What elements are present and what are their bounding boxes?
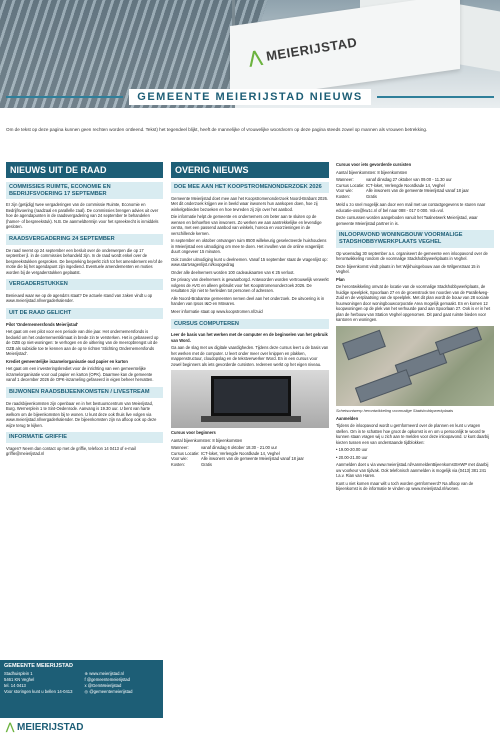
roof-shape — [435, 326, 482, 355]
course2-value: vanaf dinsdag 27 oktober van 09.00 - 11.30 uur — [366, 177, 452, 183]
course2-key: Cursus Locatie: — [336, 182, 365, 188]
text-koopstromen-2: Die informatie helpt de gemeente en ondernemers om beter aan te sluiten op de wensen en behoeften van inwoners. Zo werken we aan aantrekkelijke en levendige centra, met een passend aanbod van winkels, horeca en voorzieningen in de verschillende kernen. — [171, 214, 322, 236]
page-title: GEMEENTE MEIERIJSTAD NIEUWS — [129, 89, 370, 105]
course2-key: Voor wie: — [336, 188, 353, 194]
sub-krediet: Krediet gemeentelijke inzamelorganisatie oud papier en karton — [6, 358, 128, 364]
roof-shape — [342, 329, 386, 360]
footer-address — [4, 671, 79, 695]
course1-row — [171, 462, 329, 468]
text-koopstromen-7: Alle Noord-Brabantse gemeenten nemen deel aan het onderzoek. De uitvoering is in handen van Ipsos I&O en Mövares. — [171, 295, 325, 307]
text-aanmelden-1: Tijdens de inloopavond wordt u geïnformeerd over de plannen en kunt u vragen stellen. Om in te schatten hoe groot de opkomst is en om u persoonlijk te woord te kunnen staan vragen wij u zich aan te melden voor deze inloopavond. U kunt daarbij kiezen tussen een van onderstaande tijdblokken: — [336, 423, 489, 445]
subhead-raadsvergadering: RAADSVERGADERING 24 SEPTEMBER — [6, 234, 163, 245]
subhead-bijwonen: BIJWONEN RAADSBIJEENKOMSTEN / LIVESTREAM — [6, 387, 163, 398]
text-bijwonen: De raadsbijeenkomsten zijn openbaar en in het bestuurscentrum van Meierijstad, Burg. Wernerplein 1 te Sint-Oedenrode. Aanvang is 19.30 uur. U bent van harte welkom om de bijeenkomsten bij te wonen. U kunt deze ook thuis live volgen via www.meierijstad.nl/vergaderkalender. De bijeenkomsten zijn na afloop ook op deze wijze terug te kijken. — [6, 400, 157, 428]
intro-disclaimer: Om de tekst op deze pagina kunnen geen rechten worden ontleend. Tekst) het tegendeel blijkt, heeft de mannelijke of vrouwelijke woordvorm op deze pagina steeds zowel op mannen als vrouwen betrekking. — [6, 127, 428, 132]
facebook-link[interactable]: @gemeentemeierijstad — [86, 676, 130, 682]
subhead-koopstromen: DOE MEE AAN HET KOOPSTROMENONDERZOEK 2026 — [171, 182, 329, 193]
instagram-link[interactable]: @gemeentemeierijstad — [89, 688, 133, 694]
course2-key: Wanneer: — [336, 177, 354, 183]
course1-value: Alle inwoners van de gemeente Meierijstad vanaf 18 jaar — [201, 456, 304, 462]
text-aanmelden-cursus: Meld u zo snel mogelijk aan door een mail met uw contactgegevens te sturen naar educatie-oss@kw1c.nl of bel naar 088 - 017 0 000. Vol=vol. — [336, 202, 486, 213]
footer-address-line: Voor storingen kunt u bellen 14-0413 — [4, 688, 73, 694]
text-koopstromen-1: Gemeente Meierijstad doet mee aan het Koopstromenonderzoek Noord-Brabant 2026. Met dit onderzoek krijgen we in beeld waar inwoners hun aankopen doen, hoe zij winkelgebieden bezoeken en hoe tevreden zij zijn over het aanbod. — [171, 195, 329, 212]
footer-address-line: 5461 KN Veghel — [4, 676, 35, 682]
course2-count: Aantal bijeenkomsten: 8 bijeenkomsten — [336, 169, 408, 175]
course1-title: Cursus voor beginners — [171, 430, 216, 436]
title-rule-left — [6, 96, 123, 98]
course1-key: Kosten: — [171, 461, 185, 467]
website-link[interactable]: www.meierijstad.nl — [89, 671, 124, 676]
text-raadsvergadering: De raad neemt op 24 september een besluit over de onderwerpen die op 17 september jl. in de commissies behandeld zijn. In de raad wordt enkel over de bespreekstukken gesproken. De bespreking beperkt zich tot het amendement en/of de motie die bij het agendapunt zijn ingediend. Eventuele amendementen en moties worden bij de vergaderstukken geplaatst. — [6, 247, 163, 275]
logo-mark-icon: ⋀ — [247, 48, 264, 68]
course2-title: Cursus voor iets gevorderde cursisten — [336, 162, 412, 167]
course1-key: Voor wie: — [171, 456, 188, 462]
footer-address-line: Stadhuisplein 1 — [4, 671, 33, 676]
text-inloopavond-2: Deze bijeenkomst vindt plaats in het Wijkhuisgebouw aan de Wilgenstraat 15 in Veghel. — [336, 263, 480, 275]
footer-columns — [4, 671, 159, 695]
text-pilot: Het gaat om een pilot voor een periode van drie jaar. Het ondernemersfonds is bedoeld om het ondernemersklimaat in brede zin te versterken. Het is gebaseerd op de OZB op niet-woningen: te verhogen en de uitkering van de meeropbrengst uit de OZB als subsidie toe te kennen aan de op te richten 'Stichting Ondernemersfonds Meierijstad'. — [6, 329, 159, 357]
footer-link[interactable]: ◎ @gemeentemeierijstad — [84, 688, 133, 694]
footer-social — [85, 671, 160, 695]
x-link[interactable]: @GemMeierijstad — [87, 682, 122, 688]
laptop-screen — [211, 376, 291, 416]
course2-value: ICT-loket, Verlengde Noordkade 14, Veghel — [366, 182, 445, 188]
course1-key: Wanneer: — [171, 445, 189, 451]
laptop-base — [201, 416, 301, 422]
text-krediet: Het gaat om een investeringskrediet voor de inrichting van een gemeentelijke inzamelorganisatie voor oud papier en karton (OPK). Daarmee kan de gemeente vanaf 1 december 2026 de OPK-inzameling gefaseerd in eigen beheer hervatten. — [6, 366, 154, 383]
text-koopstromen-3: In september en oktober ontvangen ruim 8500 willekeurig geselecteerde huishoudens in Meierijstad een uitnodiging om mee te doen. Het invullen van de online vragenlijst duurt ongeveer 15 minuten. — [171, 238, 327, 255]
subhead-vergaderstukken: VERGADERSTUKKEN — [6, 279, 163, 290]
meierijstad-logo — [6, 722, 83, 733]
footer-address-line: tel. 14 0413 — [4, 682, 26, 688]
course1-value: ICT-loket, Verlengde Noordkade 14, Veghel — [201, 450, 280, 456]
course2-value: Alle inwoners van de gemeente Meierijstad vanaf 18 jaar — [366, 188, 469, 194]
course1-key: Cursus Locatie: — [171, 450, 200, 456]
title-rule-right — [377, 96, 494, 98]
text-vergaderstukken: Benieuwd waar we op de agenda's staat? De actuele stand van zaken vindt u op www.meierijstad.nl/vergaderkalender. — [6, 292, 153, 304]
footer-link[interactable]: ⊕ www.meierijstad.nl — [84, 671, 124, 676]
section-header-overig: OVERIG NIEUWS — [171, 162, 329, 178]
aanmelden-heading: Aanmelden — [336, 415, 359, 421]
text-aanmelden-3: Kunt u niet komen maar wilt u toch worden geïnformeerd? Na afloop van de bijeenkomst is de informatie te vinden op www.meierijstad.nl/wonen. — [336, 480, 474, 492]
text-koopstromen-5: Onder alle deelnemers worden 100 cadeaukaarten van € 25 verloot. — [171, 269, 295, 275]
text-plan: De herontwikkeling omvat de locatie van de voormalige Stadshobbywerkplaats, de huidige speelplek, Spoorlaan 27 en de groenstrook ten noorden van de Parallelweg-Zuid en de verplaatsing van de speelplek. Met dit plan wordt de bouw van 28 sociale huurwoningen door woningbouwcorporatie Area mogelijk gemaakt. En en komen 12 koopwoningen op de plek van het verhuurde pand aan Spoorlaan 27. Ook is er in het plan de herbouw van Station Veghel opgenomen. Dit pand gaat ruimte bieden voor kantoren en woningen. — [336, 284, 491, 323]
footer-link[interactable]: f @gemeentemeierijstad — [84, 676, 130, 682]
course2-key: Kosten: — [336, 193, 350, 199]
text-taalnetwerk: Deze cursussen worden aangeboden vanuit het Taalnetwerk Meierijstad, waar gemeente Meierijstad partner in is. — [336, 215, 478, 226]
lead-computeren: Leer de basis van het werken met de computer en de beginselen van het gebruik van Word. — [171, 332, 328, 343]
section-header-raad: NIEUWS UIT DE RAAD — [6, 162, 163, 178]
slot-text: 19.00-20.00 uur — [338, 447, 368, 453]
subhead-computeren: CURSUS COMPUTEREN — [171, 319, 329, 330]
text-computeren: Ga aan de slag met uw digitale vaardigheden. Tijdens deze cursus leert u de basis van het werken met de computer. U leert onder meer over knippen en plakken, mappenstructuur, cloudopslag en de tekstverwerker Word. En in een cursus voor zowel beginners als iets gevorderde cursisten. Iedereen werkt op het eigen niveau. — [171, 345, 329, 367]
course2-value: Gratis — [366, 193, 377, 199]
laptop-photo — [171, 370, 329, 428]
column-raad — [6, 162, 163, 459]
logo-mark-icon: ⋀ — [6, 722, 15, 733]
course1-details — [171, 445, 329, 467]
subhead-commissies: COMMISSIES RUIMTE, ECONOMIE EN BEDRIJFSVOERING 17 SEPTEMBER — [6, 182, 163, 199]
title-bar — [0, 86, 500, 108]
text-griffie: Vragen? Neem dan contact op met de griffie, telefoon 14 0413 of e-mail griffie@meierijstad.nl — [6, 445, 136, 457]
course2-row — [336, 194, 494, 200]
text-koopstromen-8: Meer informatie staat op www.koopstromen.nl/zuid — [171, 308, 263, 314]
text-inloopavond-1: Op woensdag 30 september a.s. organiseert de gemeente een inloopavond over de herontwikkeling rondom de voormalige Stadshobbywerkplaats in Veghel. — [336, 250, 488, 262]
subhead-uit-de-raad: UIT DE RAAD GELICHT — [6, 308, 163, 319]
slot-text: 20.00-21.00 uur — [338, 454, 368, 460]
logo-text: MEIERIJSTAD — [16, 722, 84, 733]
column-right — [336, 162, 494, 494]
footer-link[interactable]: x @GemMeierijstad — [84, 682, 122, 688]
text-commissies: Er zijn (getijdig) twee vergaderingen van de commissie Ruimte, Economie en Bedrijfsvoering (raadzaal en parallelle zaal). De commissies brengen advies uit over hoe de agendapunten in de raadsvergadering van 24 september te behandelen (hamer- of bespreekstuk). N.B. De aanmeldtermijn voor het spreekrecht is inmiddels gesloten. — [6, 202, 159, 230]
course2-details — [336, 177, 494, 199]
text-koopstromen-6: De privacy van deelnemers is gewaarborgd. Antwoorden worden vertrouwelijk verwerkt volgens de AVG en alleen gebruikt voor het Koopstromenonderzoek 2026. De resultaten zijn niet te herleiden tot personen of adressen. — [171, 277, 329, 294]
flag-logo-text: MEIERIJSTAD — [265, 34, 359, 64]
text-koopstromen-4: Ook zonder uitnodiging kunt u deelnemen. Vanaf 15 september staat de vragenlijst op: www.startvragenlijst.nl/koopgedrag — [171, 256, 328, 268]
aerial-sketch-photo — [336, 326, 494, 406]
photo-caption: Schetsontwerp herontwikkeling voormalige Stadshobbywerkplaats — [336, 407, 454, 413]
text-aanmelden-2: Aanmelden doet u via www.meierijstad.nl/AanmeldenBijeenkomstSHWP met daarbij uw voorkeur van tijdvak. Ook telefonisch aanmelden is mogelijk via (0413) 381 241 t.a.v. Rian van Haren. — [336, 462, 489, 479]
column-overig — [171, 162, 329, 467]
slot-item: • 20.00-21.00 uur — [336, 454, 368, 460]
course1-count: Aantal bijeenkomsten: 8 bijeenkomsten — [171, 437, 243, 443]
subhead-inloopavond: INLOOPAVOND WONINGBOUW VOORMALIGE STADSHOBBYWERKPLAATS VEGHEL — [336, 230, 494, 247]
subhead-griffie: INFORMATIE GRIFFIE — [6, 432, 163, 443]
course1-value: vanaf dinsdag 6 oktober 18.30 - 21.00 uur — [201, 445, 278, 451]
slot-item: • 19.00-20.00 uur — [336, 447, 368, 453]
sub-pilot: Pilot 'Ondernemersfonds Meierijstad' — [6, 321, 79, 327]
footer-heading: GEMEENTE MEIERIJSTAD — [4, 663, 73, 669]
course1-value: Gratis — [201, 461, 212, 467]
roof-shape — [355, 369, 412, 403]
plan-heading: Plan — [336, 276, 345, 282]
